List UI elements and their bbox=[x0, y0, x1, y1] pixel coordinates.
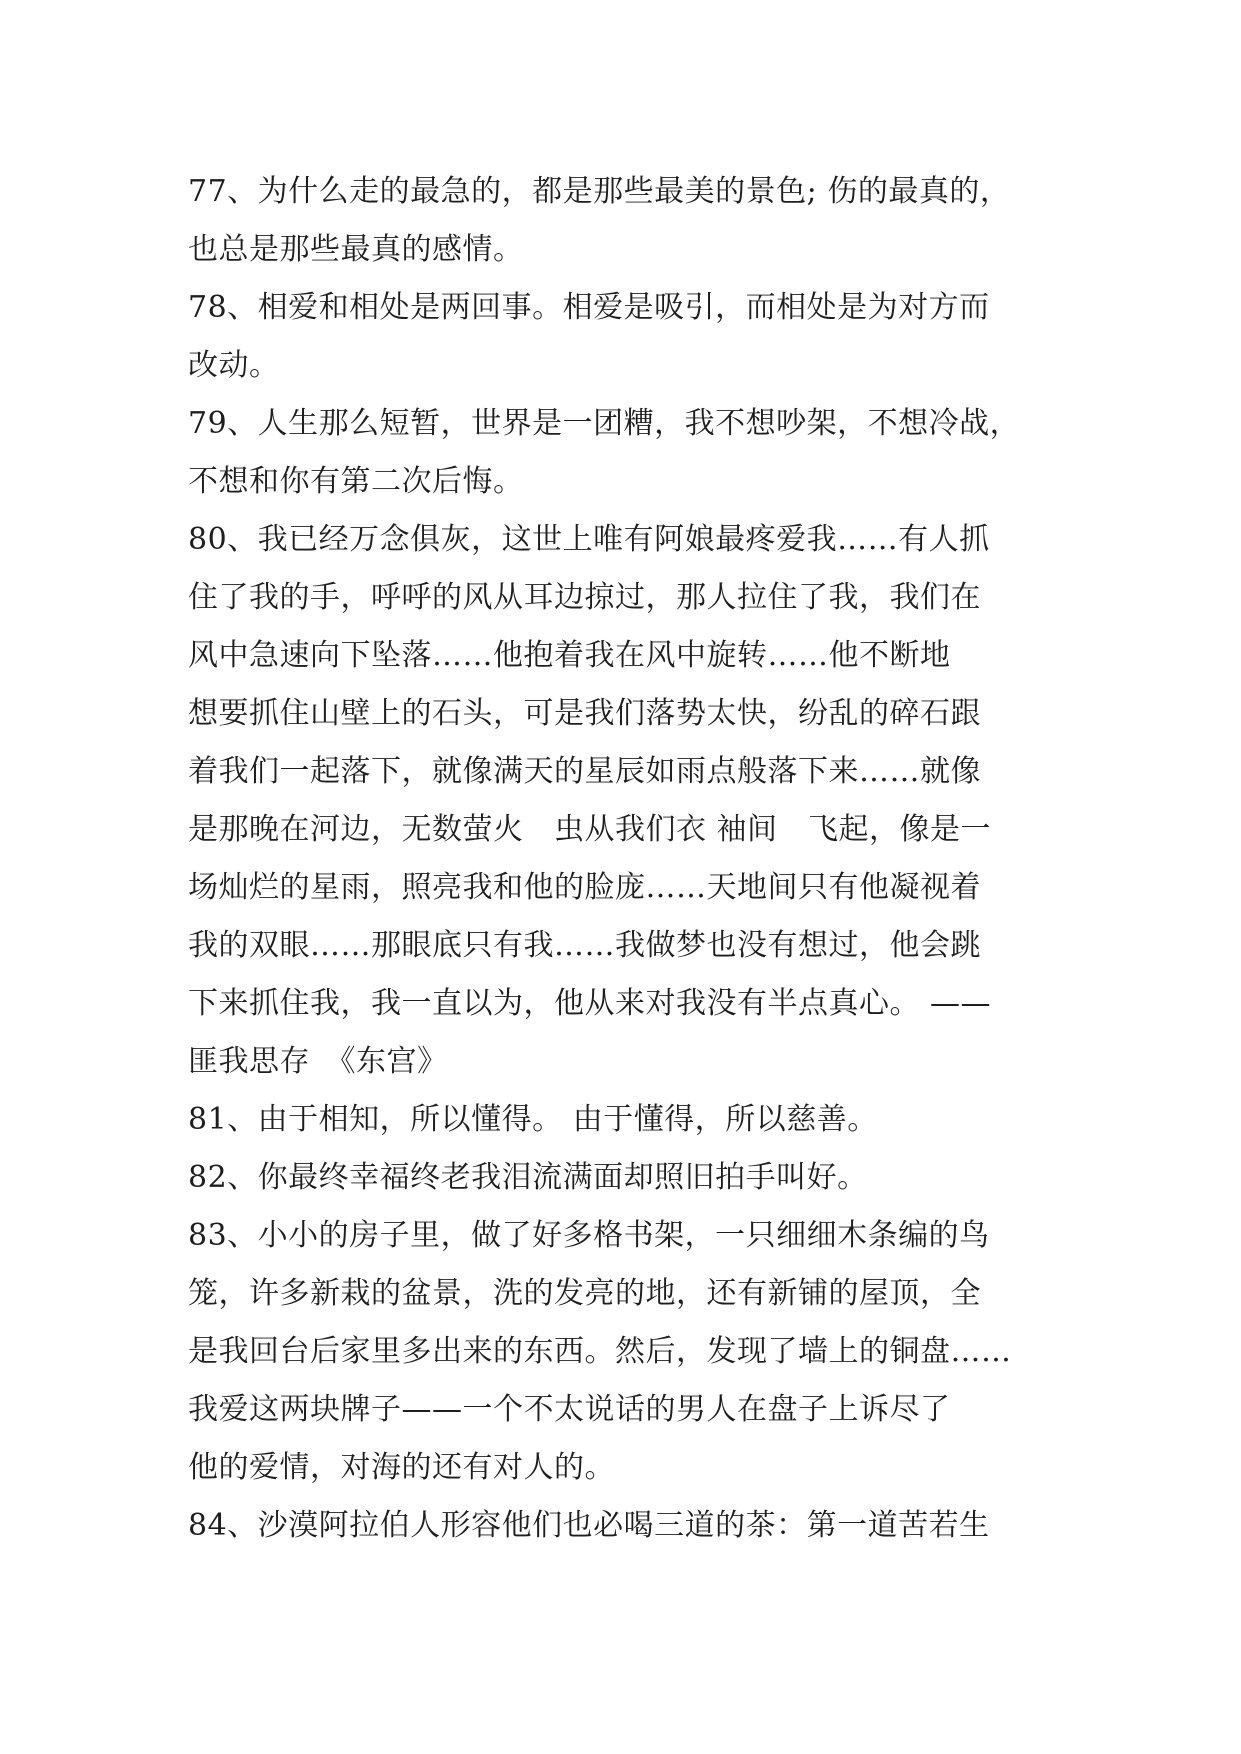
text-line: 83、小小的房子里，做了好多格书架，一只细细木条编的鸟 bbox=[188, 1218, 990, 1253]
text-line: 下来抓住我，我一直以为，他从来对我没有半点真心。 —— bbox=[188, 986, 992, 1021]
text-line: 他的爱情，对海的还有对人的。 bbox=[188, 1450, 615, 1485]
text-line: 82、你最终幸福终老我泪流满面却照旧拍手叫好。 bbox=[188, 1160, 868, 1195]
text-line: 想要抓住山壁上的石头，可是我们落势太快，纷乱的碎石跟 bbox=[188, 696, 981, 731]
text-line: 81、由于相知，所以懂得。 由于懂得，所以慈善。 bbox=[188, 1102, 878, 1137]
text-line: 笼，许多新栽的盆景，洗的发亮的地，还有新铺的屋顶，全 bbox=[188, 1276, 981, 1311]
text-line: 不想和你有第二次后悔。 bbox=[188, 464, 524, 499]
text-line: 是我回台后家里多出来的东西。然后，发现了墙上的铜盘…… bbox=[188, 1334, 1012, 1369]
text-line: 住了我的手，呼呼的风从耳边掠过，那人拉住了我，我们在 bbox=[188, 580, 981, 615]
text-line: 我爱这两块牌子——一个不太说话的男人在盘子上诉尽了 bbox=[188, 1392, 951, 1427]
text-line: 77、为什么走的最急的，都是那些最美的景色; 伤的最真的， bbox=[188, 174, 1011, 209]
text-line: 84、沙漠阿拉伯人形容他们也必喝三道的茶：第一道苦若生 bbox=[188, 1508, 990, 1543]
text-line: 匪我思存 《东宫》 bbox=[188, 1044, 448, 1079]
text-line: 79、人生那么短暂，世界是一团糟，我不想吵架，不想冷战， bbox=[188, 406, 1021, 441]
text-line: 风中急速向下坠落……他抱着我在风中旋转……他不断地 bbox=[188, 638, 951, 673]
text-line: 78、相爱和相处是两回事。相爱是吸引，而相处是为对方而 bbox=[188, 290, 990, 325]
text-line: 80、我已经万念俱灰，这世上唯有阿娘最疼爱我……有人抓 bbox=[188, 522, 990, 557]
text-line: 改动。 bbox=[188, 348, 280, 383]
text-line: 是那晚在河边，无数萤火 虫从我们衣 袖间 飞起，像是一 bbox=[188, 812, 992, 847]
text-line: 我的双眼……那眼底只有我……我做梦也没有想过，他会跳 bbox=[188, 928, 981, 963]
text-line: 也总是那些最真的感情。 bbox=[188, 232, 524, 267]
text-line: 着我们一起落下，就像满天的星辰如雨点般落下来……就像 bbox=[188, 754, 981, 789]
text-line: 场灿烂的星雨，照亮我和他的脸庞……天地间只有他凝视着 bbox=[188, 870, 981, 905]
document-body bbox=[188, 163, 1058, 1555]
